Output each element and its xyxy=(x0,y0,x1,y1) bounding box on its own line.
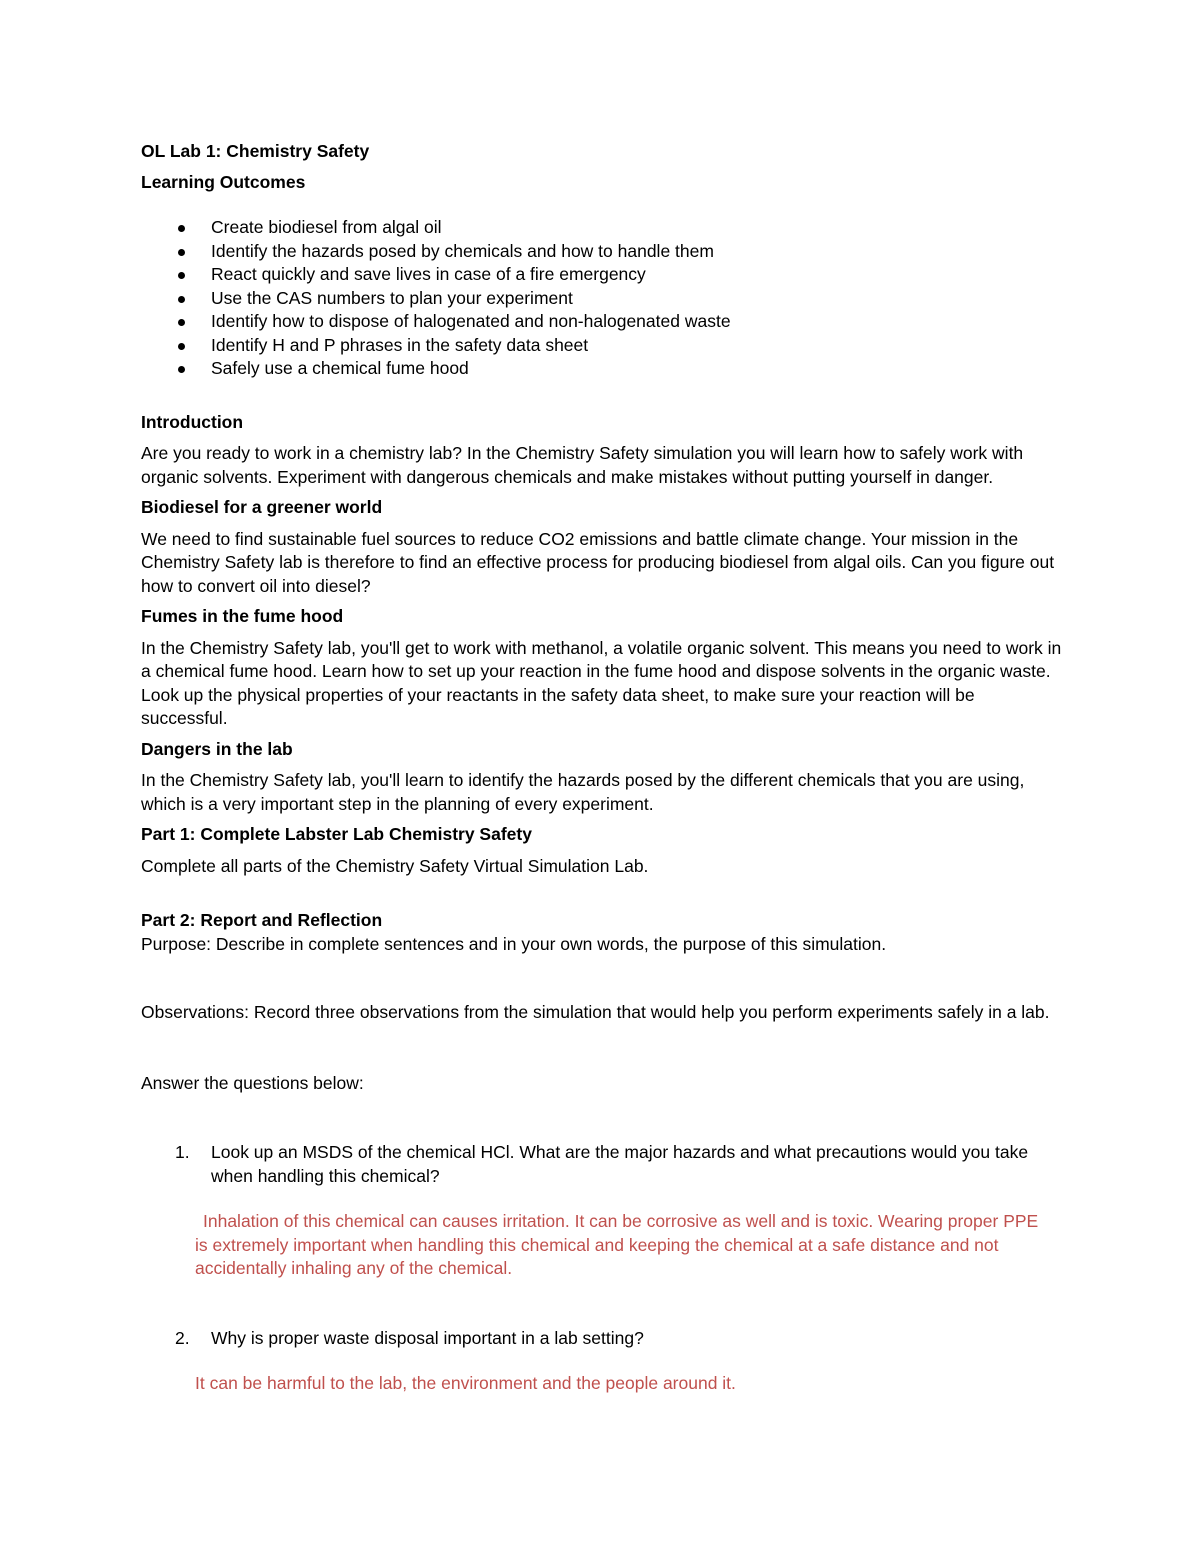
fumes-heading: Fumes in the fume hood xyxy=(141,606,344,626)
part1-heading: Part 1: Complete Labster Lab Chemistry Safety xyxy=(141,824,532,844)
learning-outcomes-heading: Learning Outcomes xyxy=(141,171,306,192)
bullet-icon xyxy=(178,225,185,232)
list-item: Identify how to dispose of halogenated and non-halogenated waste xyxy=(141,310,1066,334)
bullet-icon xyxy=(178,249,185,256)
document-page xyxy=(141,140,1066,1396)
document-title: OL Lab 1: Chemistry Safety xyxy=(141,141,370,161)
question-text: Why is proper waste disposal important in a lab setting? xyxy=(211,1327,644,1348)
question-item xyxy=(141,1327,1066,1396)
bullet-icon xyxy=(178,319,185,326)
bullet-icon xyxy=(178,296,185,303)
answer-text: Inhalation of this chemical can causes irritation. It can be corrosive as well and is toxic. Wearing proper PPE is extremely important when handling this chemical and keeping the chemical at a safe distance and not accidentally inhaling any of the chemical. xyxy=(195,1211,1039,1278)
list-item: Safely use a chemical fume hood xyxy=(141,357,1066,381)
part2-heading: Part 2: Report and Reflection xyxy=(141,910,383,930)
learning-outcomes-list xyxy=(141,216,1066,381)
bullet-icon xyxy=(178,272,185,279)
observations-prompt: Observations: Record three observations from the simulation that would help you perform experiments safely in a lab. xyxy=(141,1002,1050,1022)
introduction-text: Are you ready to work in a chemistry lab? In the Chemistry Safety simulation you will learn how to safely work with organic solvents. Experiment with dangerous chemicals and make mistakes without putting yourself in danger. xyxy=(141,443,1024,487)
biodiesel-heading: Biodiesel for a greener world xyxy=(141,497,383,517)
questions-list xyxy=(141,1141,1066,1396)
question-item xyxy=(141,1141,1066,1281)
dangers-text: In the Chemistry Safety lab, you'll learn to identify the hazards posed by the different chemicals that you are using, which is a very important step in the planning of every experiment. xyxy=(141,770,1025,814)
answer-intro: Answer the questions below: xyxy=(141,1072,364,1093)
question-number: 1. xyxy=(175,1142,190,1162)
purpose-prompt: Purpose: Describe in complete sentences and in your own words, the purpose of this simulation. xyxy=(141,933,887,954)
list-item: Create biodiesel from algal oil xyxy=(141,216,1066,240)
bullet-icon xyxy=(178,343,185,350)
bullet-icon xyxy=(178,366,185,373)
dangers-heading: Dangers in the lab xyxy=(141,738,293,759)
list-item: React quickly and save lives in case of a fire emergency xyxy=(141,263,1066,287)
list-item: Identify the hazards posed by chemicals and how to handle them xyxy=(141,240,1066,264)
part1-text: Complete all parts of the Chemistry Safety Virtual Simulation Lab. xyxy=(141,855,649,876)
list-item: Identify H and P phrases in the safety data sheet xyxy=(141,334,1066,358)
fumes-text: In the Chemistry Safety lab, you'll get to work with methanol, a volatile organic solvent. This means you need to work in a chemical fume hood. Learn how to set up your reaction in the fume hood and dispose solvents in the organic waste. Look up the physical properties of your reactants in the safety data sheet, to make sure your reaction will be successful. xyxy=(141,637,1062,728)
question-text: Look up an MSDS of the chemical HCl. What are the major hazards and what precautions would you take when handling this chemical? xyxy=(211,1142,1029,1186)
biodiesel-text: We need to find sustainable fuel sources to reduce CO2 emissions and battle climate change. Your mission in the Chemistry Safety lab is therefore to find an effective process for producing biodiesel from algal oils. Can you figure out how to convert oil into diesel? xyxy=(141,528,1055,596)
introduction-heading: Introduction xyxy=(141,411,244,432)
answer-text: It can be harmful to the lab, the environment and the people around it. xyxy=(195,1373,736,1393)
list-item: Use the CAS numbers to plan your experiment xyxy=(141,287,1066,311)
question-number: 2. xyxy=(175,1327,190,1348)
